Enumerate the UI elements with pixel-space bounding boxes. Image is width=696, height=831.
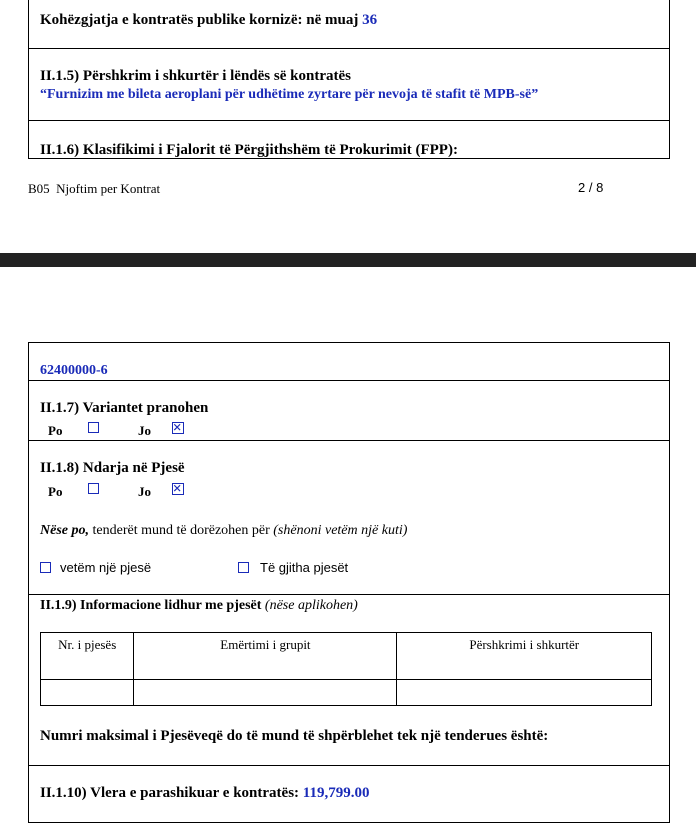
checkbox-lots-jo[interactable] bbox=[172, 483, 184, 495]
contract-duration bbox=[40, 12, 377, 29]
footer-doc-name: B05 Njoftim per Kontrat bbox=[28, 181, 161, 196]
checked-x-icon bbox=[173, 484, 183, 494]
lots-table bbox=[40, 632, 652, 706]
section-title: II.1.5) Përshkrim i shkurtër i lëndës së kontratës bbox=[40, 68, 351, 84]
divider bbox=[28, 342, 670, 343]
checkbox-lots-po[interactable] bbox=[88, 483, 99, 494]
cpv-code: 62400000-6 bbox=[40, 363, 108, 378]
divider bbox=[28, 594, 670, 595]
contract-duration-value: 36 bbox=[362, 12, 378, 28]
divider bbox=[28, 765, 670, 766]
checkbox-one-lot[interactable] bbox=[40, 562, 51, 573]
lots-instruction-note: (shënoni vetëm një kuti) bbox=[273, 523, 408, 538]
checkbox-all-lots[interactable] bbox=[238, 562, 249, 573]
option-label-po: Po bbox=[48, 423, 63, 438]
page-separator bbox=[0, 253, 696, 267]
table-cell[interactable] bbox=[41, 680, 134, 706]
lots-instruction-text: tenderët mund të dorëzohen për bbox=[89, 523, 274, 538]
divider bbox=[28, 822, 670, 823]
option-one-lot-label: vetëm një pjesë bbox=[60, 560, 152, 575]
table-row bbox=[41, 680, 652, 706]
max-lots-label: Numri maksimal i Pjesëveqë do të mund të shpërblehet tek një tenderues është: bbox=[40, 728, 549, 744]
section-title: II.1.7) Variantet pranohen bbox=[40, 400, 209, 416]
option-label-po: Po bbox=[48, 484, 63, 499]
table-cell[interactable] bbox=[397, 680, 652, 706]
divider bbox=[28, 440, 670, 441]
section-title-note: (nëse aplikohen) bbox=[261, 598, 358, 613]
divider bbox=[28, 120, 670, 121]
section-title: II.1.8) Ndarja në Pjesë bbox=[40, 460, 185, 476]
checked-x-icon bbox=[173, 423, 183, 433]
contract-description: “Furnizim me bileta aeroplani për udhëtime zyrtare për nevoja të stafit të MPB-së” bbox=[40, 87, 539, 102]
option-all-lots-label: Të gjitha pjesët bbox=[260, 560, 349, 575]
section-title-text: II.1.9) Informacione lidhur me pjesët bbox=[40, 598, 262, 613]
checkbox-variants-jo[interactable] bbox=[172, 422, 184, 434]
divider bbox=[28, 48, 670, 49]
lots-instruction bbox=[40, 523, 407, 539]
section-title bbox=[40, 598, 358, 614]
estimated-value-label: II.1.10) Vlera e parashikuar e kontratës: bbox=[40, 785, 300, 801]
checkbox-variants-po[interactable] bbox=[88, 422, 99, 433]
contract-duration-label: Kohëzgjatja e kontratës publike kornizë: në muaj bbox=[40, 12, 359, 28]
footer-page-number: 2 / 8 bbox=[578, 180, 604, 195]
option-label-jo: Jo bbox=[138, 484, 151, 499]
lots-instruction-prefix: Nëse po, bbox=[40, 523, 89, 538]
section-title: II.1.6) Klasifikimi i Fjalorit të Përgjithshëm të Prokurimit (FPP): bbox=[40, 142, 458, 158]
estimated-value-amount: 119,799.00 bbox=[302, 785, 370, 801]
table-header: Emërtimi i grupit bbox=[134, 633, 397, 680]
option-label-jo: Jo bbox=[138, 423, 151, 438]
divider bbox=[28, 380, 670, 381]
estimated-value bbox=[40, 785, 369, 802]
table-header: Përshkrimi i shkurtër bbox=[397, 633, 652, 680]
table-header: Nr. i pjesës bbox=[41, 633, 134, 680]
table-cell[interactable] bbox=[134, 680, 397, 706]
